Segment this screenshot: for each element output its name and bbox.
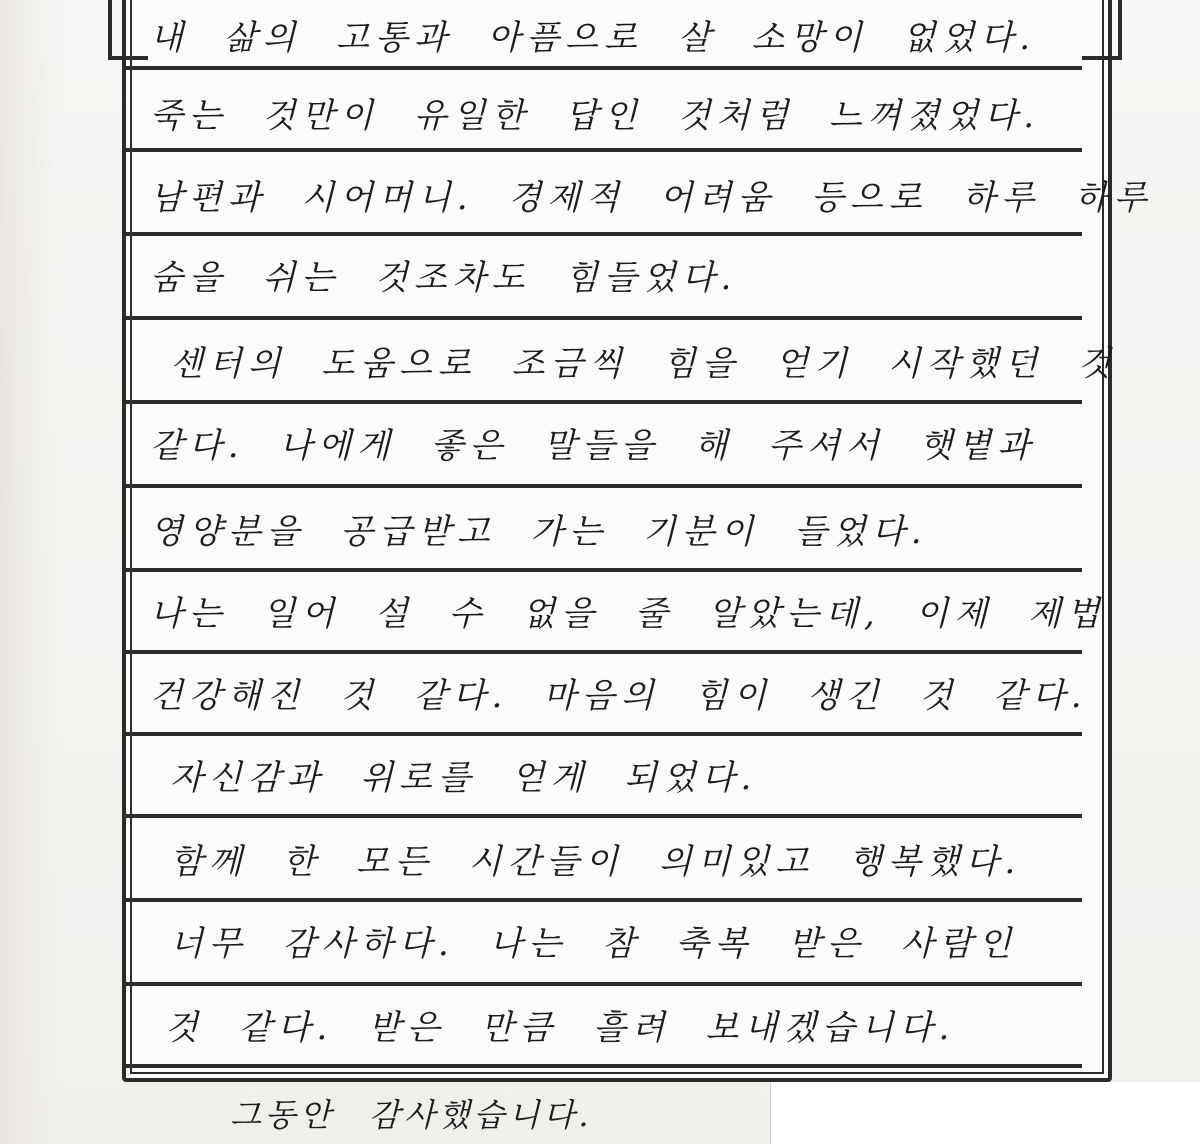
ruled-line xyxy=(126,898,1082,902)
letter-line: 함께 한 모든 시간들이 의미있고 행복했다. xyxy=(170,842,1022,882)
letter-line: 건강해진 것 같다. 마음의 힘이 생긴 것 같다. xyxy=(150,676,1088,716)
ruled-line xyxy=(126,814,1082,818)
letter-line: 숨을 쉬는 것조차도 힘들었다. xyxy=(150,258,738,298)
frame-corner-right xyxy=(1082,0,1122,60)
letter-line: 내 삶의 고통과 아픔으로 살 소망이 없었다. xyxy=(150,18,1036,58)
ruled-line xyxy=(126,232,1082,236)
letter-line: 것 같다. 받은 만큼 흘려 보내겠습니다. xyxy=(165,1008,956,1048)
letter-line: 자신감과 위로를 얻게 되었다. xyxy=(170,758,758,798)
ruled-line xyxy=(126,484,1082,488)
letter-line: 영양분을 공급받고 가는 기분이 들었다. xyxy=(150,512,928,552)
ruled-line xyxy=(126,982,1082,986)
ruled-line xyxy=(126,400,1082,404)
letter-line: 너무 감사하다. 나는 참 축복 받은 사람인 xyxy=(170,924,1018,964)
ruled-line xyxy=(126,316,1082,320)
letter-line: 같다. 나에게 좋은 말들을 해 주셔서 햇볕과 xyxy=(150,426,1036,466)
ruled-line xyxy=(126,650,1082,654)
ruled-line xyxy=(126,568,1082,572)
ruled-line xyxy=(126,66,1082,70)
frame-corner-left xyxy=(108,0,148,60)
ruled-line xyxy=(126,732,1082,736)
letter-line: 나는 일어 설 수 없을 줄 알았는데, 이제 제법 xyxy=(150,594,1106,634)
ruled-line xyxy=(126,1064,1082,1068)
letter-line: 남편과 시어머니. 경제적 어려움 등으로 하루 하루 xyxy=(150,178,1153,218)
letter-line: 죽는 것만이 유일한 답인 것처럼 느껴졌었다. xyxy=(150,96,1041,136)
ruled-line xyxy=(126,148,1082,152)
letter-line: 센터의 도움으로 조금씩 힘을 얻기 시작했던 것 xyxy=(170,344,1117,384)
background-paper-corner xyxy=(770,1082,1200,1144)
closing-line: 그동안 감사했습니다. xyxy=(230,1096,593,1134)
paper-edge xyxy=(0,0,60,1144)
